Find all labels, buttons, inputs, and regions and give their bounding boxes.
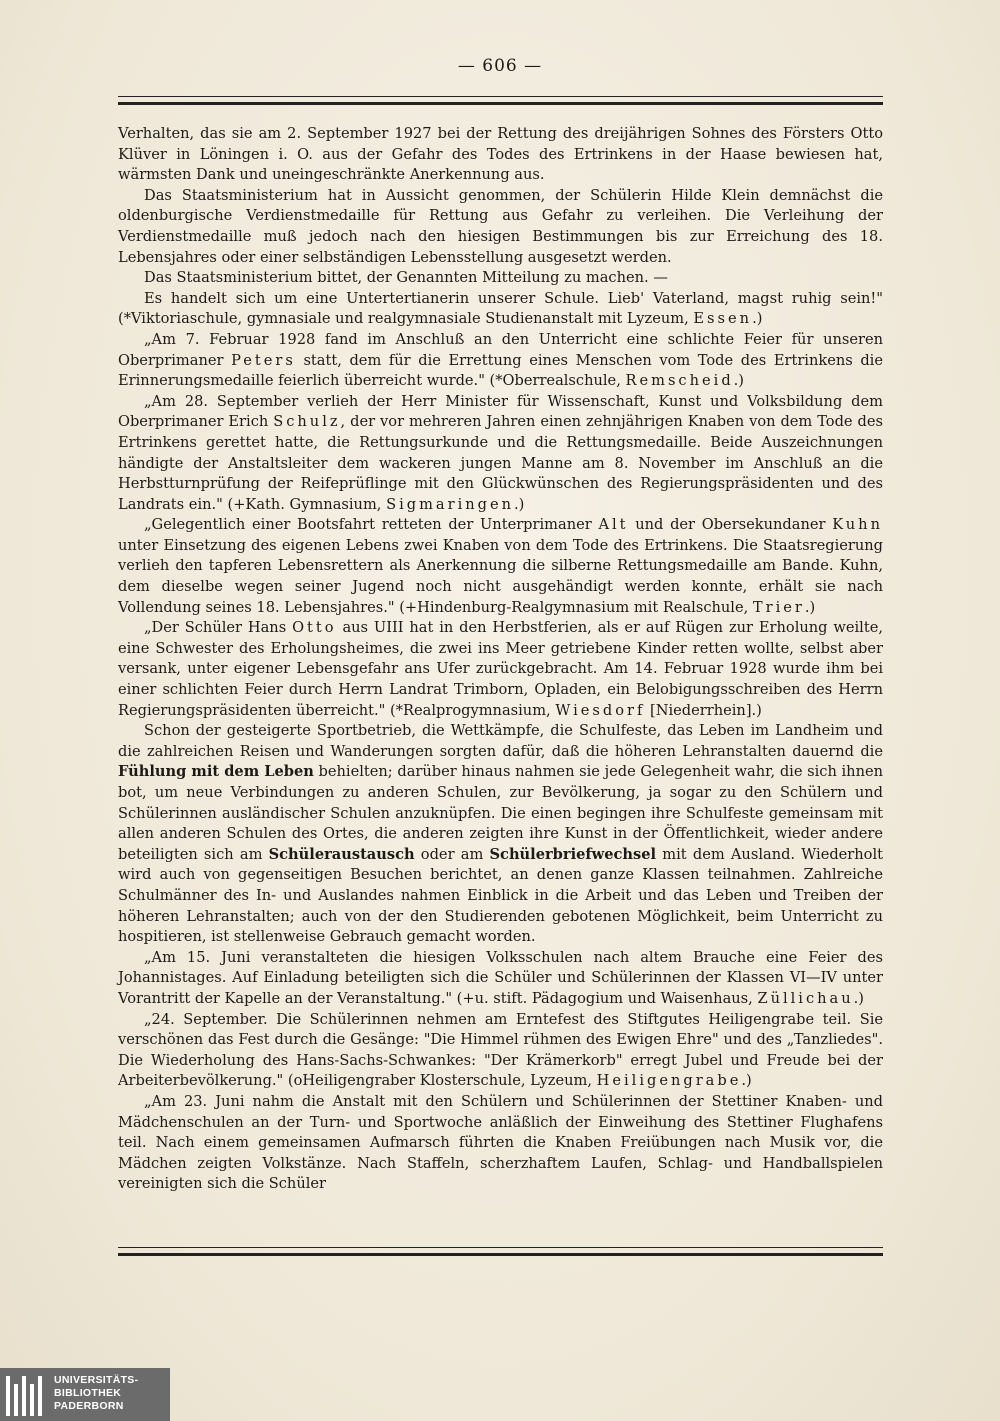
city-remscheid: Remscheid — [625, 372, 734, 390]
paragraph-2: Das Staatsministerium hat in Aussicht genommen, der Schülerin Hilde Klein demnächst die oldenburgische Verdienstmedaille für Rettung aus Gefahr zu verleihen. Die Verleihung der Verdienstmedaille muß jedoch nach den hiesigen Bestimmungen bis zur Erreichung des 18. Lebensjahres oder einer selbständigen Lebensstellung ausgesetzt werden. — [118, 186, 883, 266]
paragraph-3: Das Staatsministerium bittet, der Genannten Mitteilung zu machen. — — [144, 269, 668, 287]
highlight-schueleraustausch: Schüleraustausch — [268, 845, 415, 863]
footer-double-rule — [118, 1247, 883, 1256]
paragraph-6: „Am 28. September verlieh der Herr Minister für Wissenschaft, Kunst und Volksbildung dem Oberprimaner Erich Schulz, der vor mehreren Jahren einen zehnjährigen Knaben von dem Tode des Ertrinkens gerettet hatte, die Rettungsurkunde und die Rettungsmedaille. Beide Auszeichnungen händigte der Anstaltsleiter dem wackeren jungen Manne am 8. November im Anschluß an die Herbstturnprüfung der Reifeprüflinge mit den Glückwünschen des Regierungspräsidenten und des Landrats ein." (+Kath. Gymnasium, Sigmaringen.) — [118, 392, 883, 513]
name-otto: Otto — [292, 619, 337, 637]
paragraph-4: Es handelt sich um eine Untertertianerin unserer Schule. Lieb' Vaterland, magst ruhig sein!" (*Viktoriaschule, gymnasiale und realgymnasiale Studienanstalt mit Lyzeum, Essen.) — [118, 289, 883, 328]
paragraph-11: „24. September. Die Schülerinnen nehmen am Erntefest des Stiftgutes Heiligengrabe teil. Sie verschönen das Fest durch die Gesänge: "Die Himmel rühmen des Ewigen Ehre" und des „Tanzliedes". Die Wiederholung des Hans-Sachs-Schwankes: "Der Krämerkorb" erregt Jubel und Freude bei der Arbeiterbevölkerung." (oHeiligengraber Klosterschule, Lyzeum, Heiligengrabe.) — [118, 1010, 883, 1090]
name-schulz: Schulz — [273, 413, 341, 431]
document-body — [118, 124, 883, 1195]
paragraph-9: Schon der gesteigerte Sportbetrieb, die Wettkämpfe, die Schulfeste, das Leben im Landheim und die zahlreichen Reisen und Wanderungen sorgten dafür, daß die höheren Lehranstalten dauernd die Fühlung mit dem Leben behielten; darüber hinaus nahmen sie jede Gelegenheit wahr, die sich ihnen bot, um neue Verbindungen zu anderen Schulen, zur Bevölkerung, ja sogar zu den Schülern und Schülerinnen ausländischer Schulen anzuknüpfen. Die einen begingen ihre Schulfeste gemeinsam mit allen anderen Schulen des Ortes, die anderen zeigten ihre Kunst in der Öffentlichkeit, wieder andere beteiligten sich am Schüleraustausch oder am Schülerbriefwechsel mit dem Ausland. Wiederholt wird auch von gegenseitigen Besuchen berichtet, an denen ganze Klassen teilnahmen. Zahlreiche Schulmänner des In- und Auslandes nahmen Einblick in die Arbeit und das Leben und Treiben der höheren Lehranstalten; auch von der den Studierenden gebotenen Möglichkeit, beim Unterricht zu hospitieren, ist stellenweise Gebrauch gemacht worden. — [118, 722, 883, 946]
paragraph-8: „Der Schüler Hans Otto aus UIII hat in den Herbstferien, als er auf Rügen zur Erholung weilte, eine Schwester des Erholungsheimes, die zwei ins Meer getriebene Kinder retten wollte, selbst aber versank, unter eigener Lebensgefahr ans Ufer zurückgebracht. Am 14. Februar 1928 wurde ihm bei einer schlichten Feier durch Herrn Landrat Trimborn, Opladen, ein Belobigungsschreiben des Herrn Regierungspräsidenten überreicht." (*Realprogymnasium, Wiesdorf [Niederrhein].) — [118, 619, 883, 719]
library-logo-text: UNIVERSITÄTS- BIBLIOTHEK PADERBORN — [54, 1374, 139, 1412]
city-heiligengrabe: Heiligengrabe — [596, 1072, 742, 1090]
paragraph-10: „Am 15. Juni veranstalteten die hiesigen Volksschulen nach altem Brauche eine Feier des Johannistages. Auf Einladung beteiligten sich die Schüler und Schülerinnen der Klassen VI—IV unter Vorantritt der Kapelle an der Veranstaltung." (+u. stift. Pädagogium und Waisenhaus, Züllichau.) — [118, 948, 883, 1007]
page-number: — 606 — — [457, 56, 543, 76]
name-peters: Peters — [231, 351, 296, 369]
paragraph-12: „Am 23. Juni nahm die Anstalt mit den Schülern und Schülerinnen der Stettiner Knaben- und Mädchenschulen an der Turn- und Sportwoche anläßlich der Einweihung des Stettiner Flughafens teil. Nach einem gemeinsamen Aufmarsch führten die Knaben Freiübungen nach Musik vor, die Mädchen zeigten Volkstänze. Nach Staffeln, scherzhaftem Laufen, Schlag- und Handballspielen vereinigten sich die Schüler — [118, 1092, 883, 1193]
city-zuellichau: Züllichau — [757, 989, 854, 1007]
name-kuhn: Kuhn — [832, 516, 883, 534]
paragraph-7: „Gelegentlich einer Bootsfahrt retteten der Unterprimaner Alt und der Obersekundaner Kuhn unter Einsetzung des eigenen Lebens zwei Knaben von dem Tode des Ertrinkens. Die Staatsregierung verlieh den tapferen Lebensrettern als Anerkennung die silberne Rettungsmedaille am Bande. Kuhn, dem dieselbe wegen seiner Jugend noch nicht ausgehändigt werden konnte, erhält sie nach Vollendung seines 18. Lebensjahres." (+Hindenburg-Realgymnasium mit Realschule, Trier.) — [118, 516, 883, 616]
paragraph-1: Verhalten, das sie am 2. September 1927 bei der Rettung des dreijährigen Sohnes des Försters Otto Klüver in Löningen i. O. aus der Gefahr des Todes des Ertrinkens in der Haase bewiesen hat, wärmsten Dank und uneingeschränkte Anerkennung aus. — [118, 125, 883, 184]
highlight-fuehlung: Fühlung mit dem Leben — [118, 763, 314, 781]
city-wiesdorf: Wiesdorf — [555, 701, 646, 719]
library-logo — [0, 1368, 170, 1421]
city-trier: Trier — [752, 598, 805, 616]
city-essen: Essen — [693, 310, 753, 328]
city-sigmaringen: Sigmaringen — [386, 495, 515, 513]
paragraph-5: „Am 7. Februar 1928 fand im Anschluß an den Unterricht eine schlichte Feier für unseren Oberprimaner Peters statt, dem für die Errettung eines Menschen vom Tode des Ertrinkens die Erinnerungsmedaille feierlich überreicht wurde." (*Oberrealschule, Remscheid.) — [118, 330, 883, 390]
highlight-schuelerbriefwechsel: Schülerbriefwechsel — [489, 845, 657, 863]
name-alt: Alt — [598, 516, 629, 534]
header-double-rule — [118, 96, 883, 105]
library-logo-icon — [6, 1376, 46, 1416]
